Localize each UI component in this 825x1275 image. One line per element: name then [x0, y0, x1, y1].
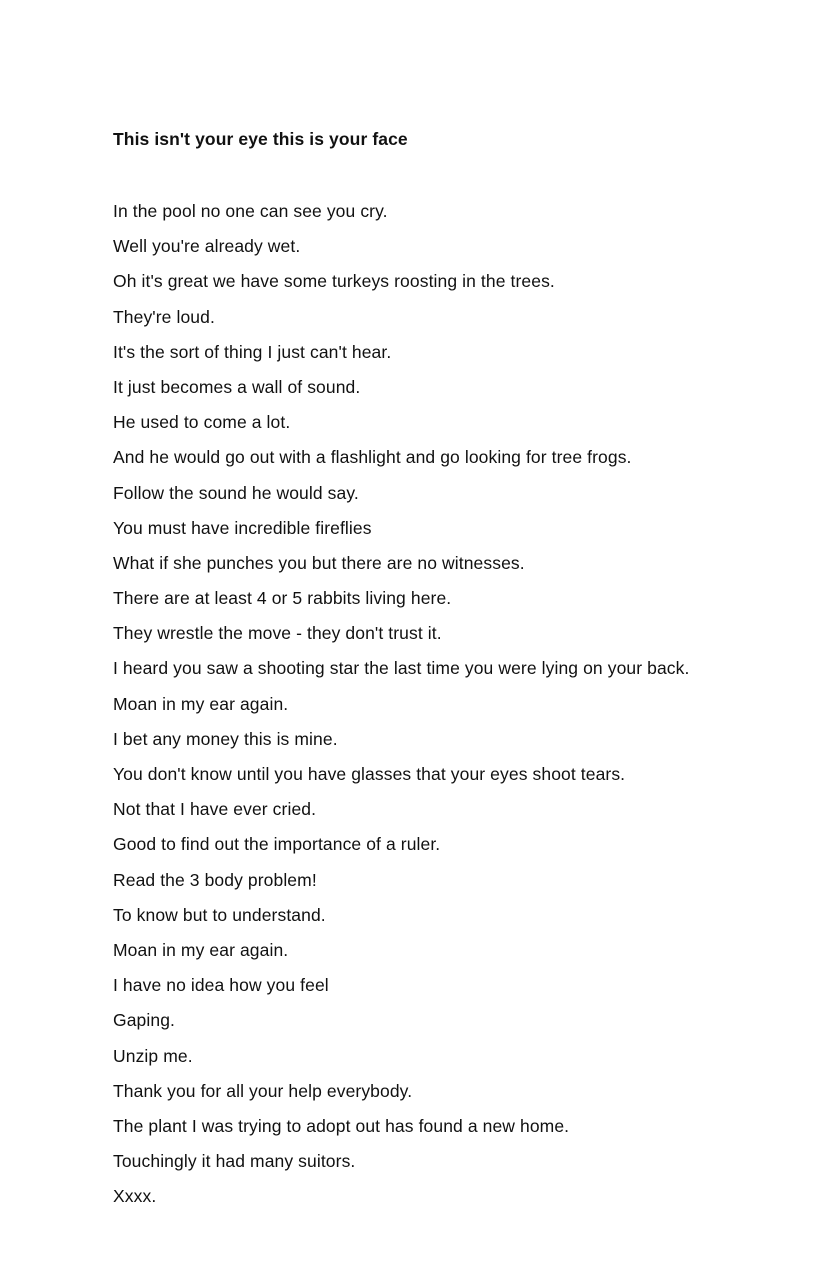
poem-line: It just becomes a wall of sound. — [113, 376, 361, 397]
poem-line: I bet any money this is mine. — [113, 728, 338, 749]
poem-line: You don't know until you have glasses that your eyes shoot tears. — [113, 764, 626, 784]
poem-line: The plant I was trying to adopt out has found a new home. — [113, 1115, 570, 1136]
poem-line: There are at least 4 or 5 rabbits living here. — [113, 588, 452, 609]
poem-line: You must have incredible fireflies — [113, 517, 372, 538]
poem-line: They're loud. — [113, 306, 215, 327]
poem-lines — [113, 200, 689, 1220]
poem-line: And he would go out with a flashlight and go looking for tree frogs. — [113, 447, 632, 468]
poem-line: Oh it's great we have some turkeys roosting in the trees. — [113, 271, 555, 292]
poem-line: What if she punches you but there are no witnesses. — [113, 552, 525, 573]
poem-line: Gaping. — [113, 1010, 175, 1031]
poem-line: In the pool no one can see you cry. — [113, 201, 388, 221]
poem-line: Follow the sound he would say. — [113, 482, 359, 503]
poem-line: Not that I have ever cried. — [113, 799, 317, 820]
poem-line: Touchingly it had many suitors. — [113, 1151, 356, 1172]
poem-line: I heard you saw a shooting star the last time you were lying on your back. — [113, 658, 690, 679]
document-title: This isn't your eye this is your face — [113, 129, 408, 149]
poem-line: Moan in my ear again. — [113, 939, 289, 960]
poem-line: It's the sort of thing I just can't hear. — [113, 341, 392, 362]
poem-line: Well you're already wet. — [113, 236, 301, 257]
poem-line: They wrestle the move - they don't trust it. — [113, 623, 442, 644]
poem-line: Moan in my ear again. — [113, 693, 289, 714]
poem-line: Thank you for all your help everybody. — [113, 1080, 413, 1101]
poem-line: He used to come a lot. — [113, 412, 291, 433]
poem-line: Unzip me. — [113, 1045, 193, 1066]
poem-line: Xxxx. — [113, 1186, 157, 1207]
poem-line: To know but to understand. — [113, 904, 326, 925]
poem-line: I have no idea how you feel — [113, 975, 329, 996]
poem-line: Read the 3 body problem! — [113, 869, 317, 890]
poem-line: Good to find out the importance of a ruler. — [113, 834, 441, 855]
